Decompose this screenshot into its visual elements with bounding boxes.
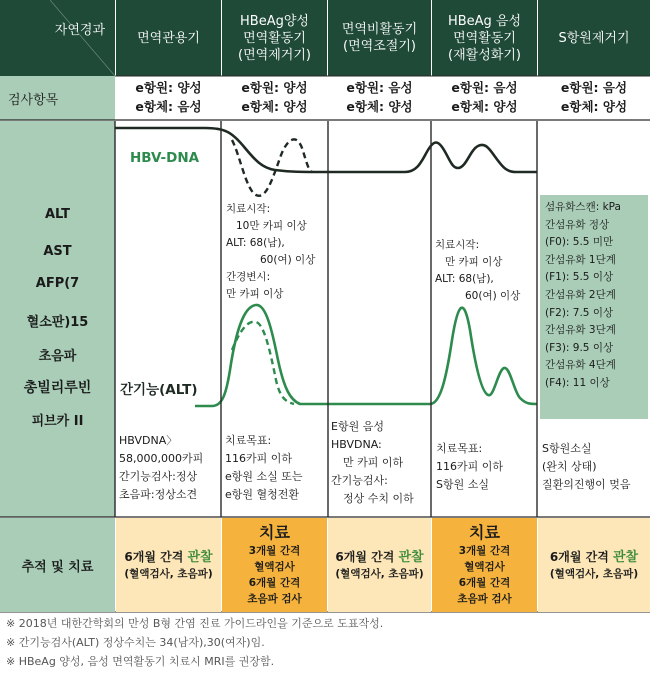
tracking-label-cell: [0, 518, 115, 612]
observe-word: 관찰: [398, 549, 424, 565]
note-line: ALT: 68(남),: [435, 273, 494, 285]
note-line: 10만 카피 이상: [236, 220, 307, 232]
treat-cell-4: [432, 518, 537, 612]
phase-title: HBeAg 음성: [447, 13, 522, 29]
observe-word: 관찰: [612, 549, 639, 565]
side-item-ultrasound: 초음파: [38, 349, 77, 364]
fibroscan-line: 섬유화스캔: kPa: [545, 201, 621, 213]
phase-subtitle: (면역조절기): [343, 39, 416, 54]
fibroscan-line: (F2): 7.5 이상: [545, 306, 614, 319]
treat-title: 치료: [259, 523, 290, 542]
alt-dashed-curve: [232, 322, 294, 404]
side-item-afp: AFP(7: [35, 276, 80, 291]
phase-subtitle: 면역활동기: [243, 30, 306, 46]
treat-line: 3개월 간격: [248, 545, 301, 557]
side-item-platelet: 혈소판)15: [26, 315, 89, 330]
observe-cell-5: [538, 518, 650, 612]
observe-prefix: 6개월 간격: [124, 549, 188, 564]
note-line: 치료시작:: [435, 239, 480, 251]
phase-title: 면역비활동기: [341, 22, 418, 37]
observe-sub: (혈액검사, 초음파): [124, 567, 213, 580]
e-antigen-status: e항원: 음성: [346, 80, 413, 95]
treat-line: 혈액검사: [464, 561, 505, 573]
footnote-guideline: ※ 2018년 대한간학회의 만성 B형 간염 진료 가이드라인을 기준으로 도표작성.: [6, 617, 384, 630]
e-antibody-status: e항체: 양성: [560, 99, 628, 114]
phase-title: HBeAg양성: [240, 13, 309, 29]
treat-line: 6개월 간격: [458, 577, 511, 589]
test-items-label: 검사항목: [8, 92, 59, 108]
phase-subtitle: (재활성화기): [448, 47, 521, 63]
observe-cell-3: [328, 518, 431, 612]
observe-sub: (혈액검사, 초음파): [335, 567, 424, 580]
treat-line: 초음파 검사: [247, 593, 302, 605]
treat-line: 3개월 간격: [458, 545, 511, 557]
phase-title: S항원제거기: [558, 30, 630, 46]
desc-line: (완치 상태): [542, 460, 597, 473]
footnote-mri: ※ HBeAg 양성, 음성 면역활동기 치료시 MRI를 권장함.: [6, 655, 275, 668]
desc-line: 치료목표:: [225, 434, 272, 447]
desc-line: 질환의진행이 멎음: [542, 478, 631, 491]
e-antibody-status: e항체: 음성: [135, 99, 202, 114]
fibroscan-line: 간섬유화 2단계: [545, 288, 616, 301]
fibroscan-line: 간섬유화 3단계: [545, 324, 616, 337]
phase4-description: [436, 440, 536, 494]
desc-line: 58,000,000카피: [119, 452, 204, 465]
fibroscan-line: (F0): 5.5 미만: [545, 236, 614, 249]
e-antigen-status: e항원: 양성: [241, 80, 308, 95]
alt-curve: [195, 305, 537, 406]
phase3-description: [331, 418, 431, 508]
note-line: 60(여) 이상: [465, 290, 521, 302]
phase4-treatment-start-note: [435, 237, 535, 305]
phase1-description: [119, 432, 219, 504]
observe-word: 관찰: [187, 549, 213, 565]
observe-line: [538, 549, 650, 566]
observe-line: [328, 549, 431, 566]
side-item-bilirubin: 총빌리루빈: [23, 380, 92, 396]
e-antigen-status: e항원: 음성: [451, 80, 518, 95]
e-antigen-status: e항원: 양성: [135, 80, 202, 95]
treat-cell-2: [222, 518, 327, 612]
note-line: 치료시작:: [226, 203, 271, 215]
tracking-label: 추적 및 치료: [21, 559, 94, 575]
note-line: 간경변시:: [226, 271, 271, 283]
treat-line: 초음파 검사: [457, 593, 512, 605]
fibroscan-line: 간섬유화 4단계: [545, 359, 616, 372]
treat-title: 치료: [469, 523, 500, 542]
desc-line: 정상 수치 이하: [343, 492, 414, 505]
e-antibody-status: e항체: 양성: [241, 99, 308, 114]
hbv-dna-label: HBV-DNA: [130, 150, 200, 166]
desc-line: 치료목표:: [436, 442, 483, 455]
phase2-treatment-start-note: [226, 201, 326, 303]
note-line: ALT: 68(남),: [226, 237, 285, 249]
desc-line: S항원소실: [542, 442, 592, 455]
side-item-alt: ALT: [44, 207, 71, 222]
desc-line: e항원 혈청전환: [225, 488, 300, 501]
desc-line: E항원 음성: [331, 420, 384, 433]
observe-cell-1: [116, 518, 221, 612]
fibroscan-line: (F3): 9.5 이상: [545, 341, 614, 354]
fibroscan-line: (F1): 5.5 이상: [545, 271, 614, 284]
phase5-description: [542, 440, 650, 494]
e-antibody-status: e항체: 양성: [451, 99, 518, 114]
desc-line: HBVDNA〉: [119, 434, 178, 447]
desc-line: 초음파:정상소견: [119, 488, 198, 501]
desc-line: e항원 소실 또는: [225, 470, 303, 483]
desc-line: 116카피 이하: [436, 460, 503, 473]
desc-line: 간기능검사:: [331, 474, 388, 487]
observe-prefix: 6개월 간격: [335, 549, 399, 564]
observe-prefix: 6개월 간격: [549, 549, 613, 564]
desc-line: 만 카피 이하: [343, 456, 404, 469]
side-item-pivka: 피브카 II: [31, 414, 84, 429]
phase-subtitle: (면역제거기): [238, 47, 311, 63]
treat-line: 혈액검사: [254, 561, 295, 573]
observe-line: [116, 549, 221, 566]
desc-line: S항원 소실: [436, 478, 489, 491]
phase2-description: [225, 432, 327, 504]
fibroscan-line: 간섬유화 정상: [545, 218, 610, 231]
e-antibody-status: e항체: 양성: [346, 99, 413, 114]
desc-line: 116카피 이하: [225, 452, 292, 465]
footnote-alt-normal: ※ 간기능검사(ALT) 정상수치는 34(남자),30(여자)임.: [6, 636, 265, 649]
natural-course-label: 자연경과: [54, 23, 105, 38]
note-line: 만 카피 이상: [445, 256, 503, 268]
note-line: 만 카피 이상: [226, 288, 284, 300]
phase-subtitle: 면역활동기: [453, 30, 516, 46]
alt-label: 간기능(ALT): [120, 382, 198, 398]
note-line: 60(여) 이상: [260, 254, 316, 266]
side-item-ast: AST: [43, 244, 72, 259]
fibroscan-line: (F4): 11 이상: [545, 376, 610, 389]
observe-sub: (혈액검사, 초음파): [549, 567, 639, 580]
desc-line: HBVDNA:: [331, 438, 382, 451]
fibroscan-line: 간섬유화 1단계: [545, 253, 616, 266]
treat-line: 6개월 간격: [248, 577, 301, 589]
desc-line: 간기능검사:정상: [119, 470, 198, 483]
phase-title: 면역관용기: [137, 30, 200, 46]
e-antigen-status: e항원: 음성: [560, 80, 628, 95]
